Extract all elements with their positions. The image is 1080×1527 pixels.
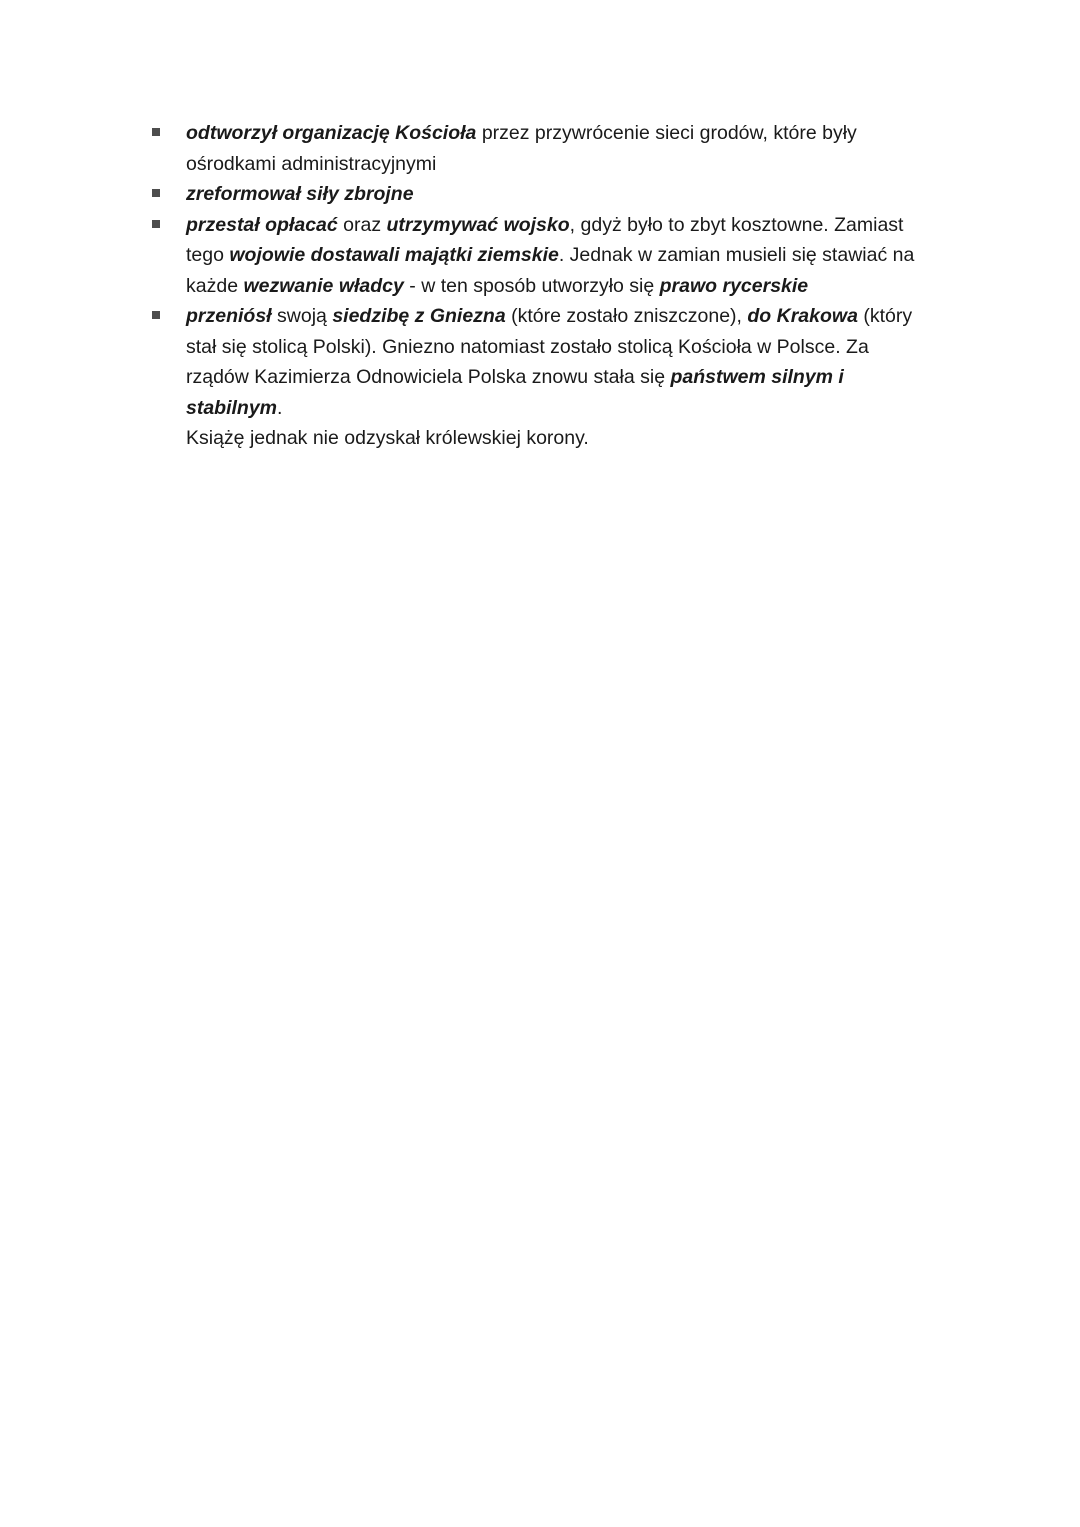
list-item-text: zreformował siły zbrojne	[186, 183, 414, 205]
list-item-tail-text: Książę jednak nie odzyskał królewskiej korony.	[186, 427, 589, 449]
list-item-text: przestał opłacać oraz utrzymywać wojsko, gdyż było to zbyt kosztowne. Zamiast tego wojowie dostawali majątki ziemskie. Jednak w zamian musieli się stawiać na każde wezwanie władcy - w ten sposób utworzyło się prawo rycerskie	[186, 213, 915, 297]
bullet-list	[148, 118, 932, 454]
list-item-text: odtworzył organizację Kościoła przez przywrócenie sieci grodów, które były ośrodkami administracyjnymi	[186, 122, 857, 175]
list-item-siedziba	[148, 301, 932, 454]
square-bullet-icon	[152, 311, 160, 319]
list-item-wojsko	[148, 210, 932, 302]
square-bullet-icon	[152, 189, 160, 197]
square-bullet-icon	[152, 220, 160, 228]
list-item-text: przeniósł swoją siedzibę z Gniezna (które zostało zniszczone), do Krakowa (który stał się stolicą Polski). Gniezno natomiast zostało stolicą Kościoła w Polsce. Za rządów Kazimierza Odnowiciela Polska znowu stała się państwem silnym i stabilnym.	[186, 305, 913, 419]
list-item-sily-zbrojne	[148, 179, 932, 210]
list-item-koscio	[148, 118, 932, 179]
square-bullet-icon	[152, 128, 160, 136]
